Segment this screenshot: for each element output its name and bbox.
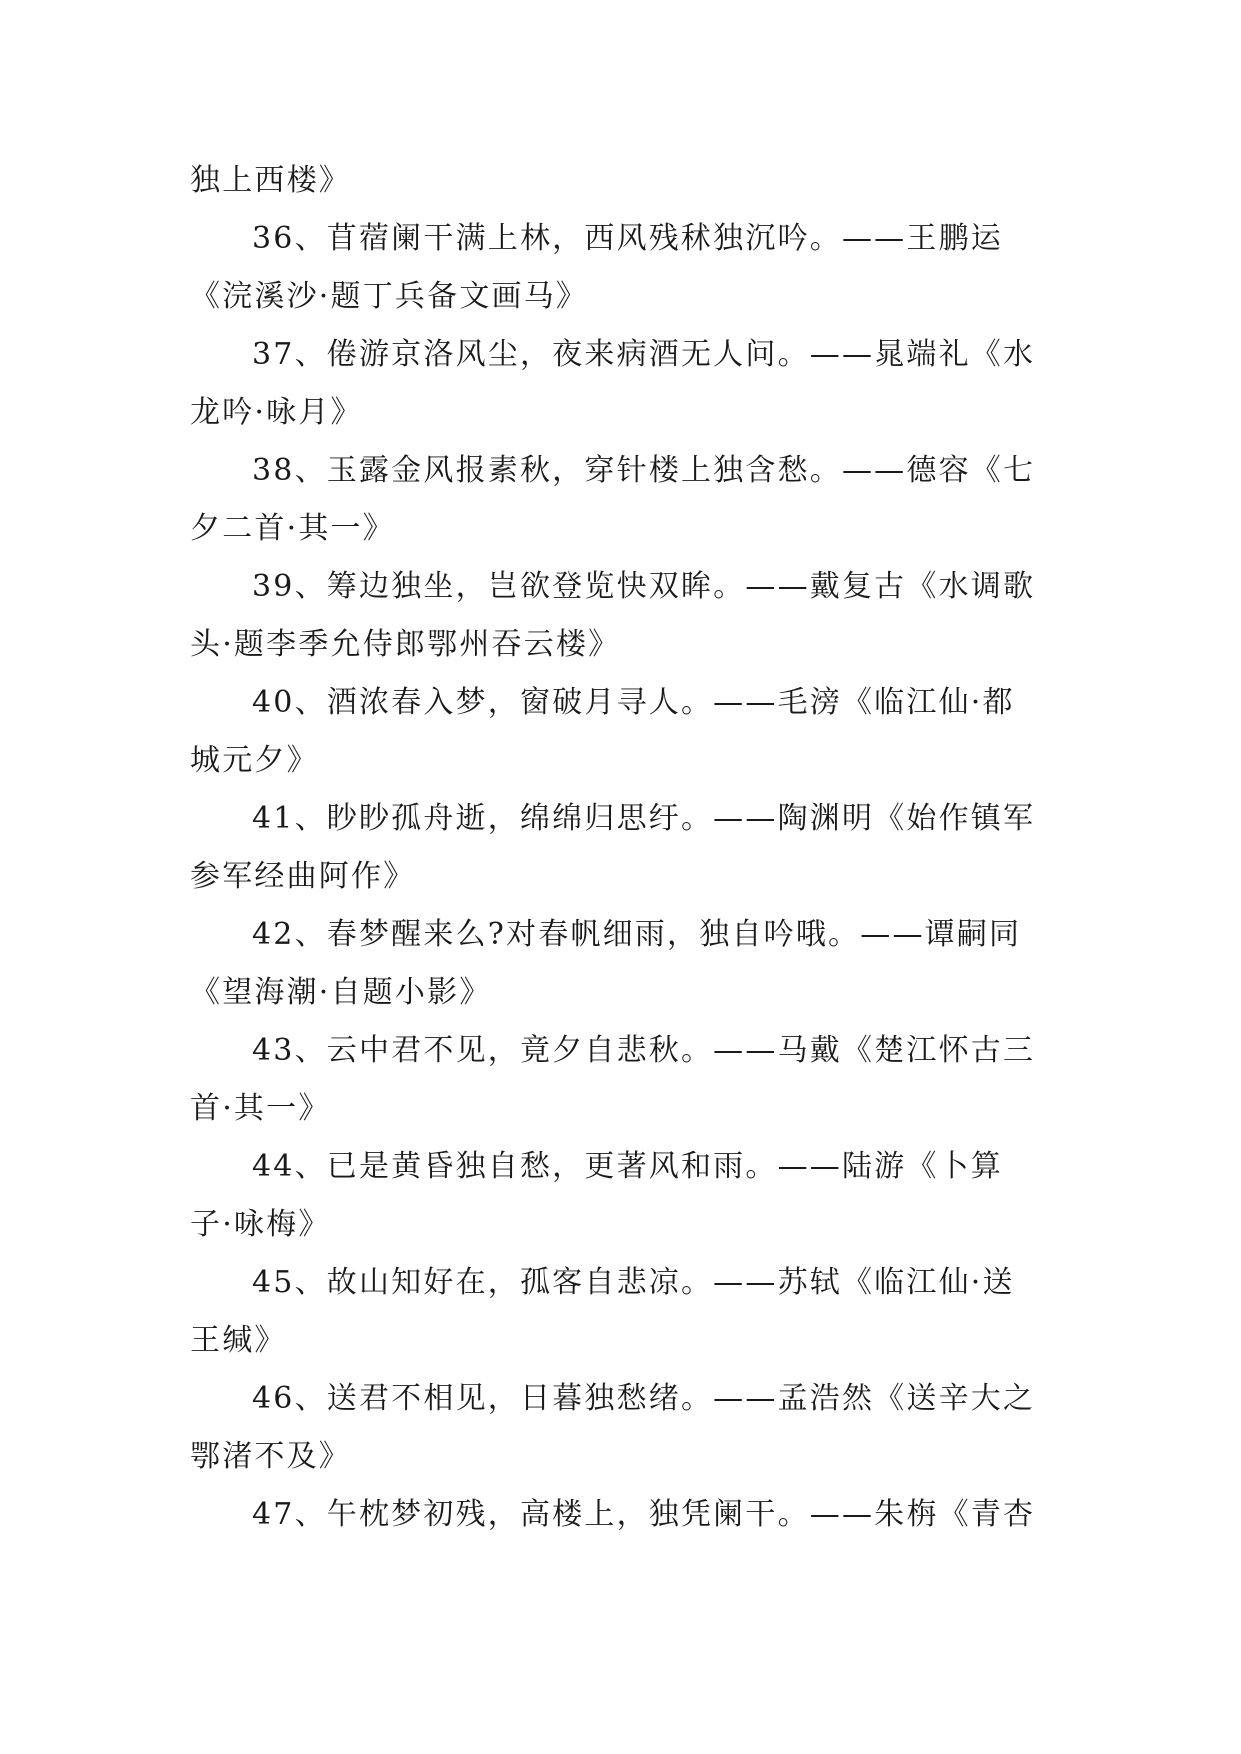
- text-line: 《浣溪沙·题丁兵备文画马》: [190, 279, 589, 314]
- text-line: 《望海潮·自题小影》: [190, 975, 492, 1010]
- text-line: 36、苜蓿阑干满上林，西风残秫独沉吟。——王鹏运: [252, 221, 1003, 256]
- text-line: 46、送君不相见，日暮独愁绪。——孟浩然《送辛大之: [252, 1381, 1036, 1416]
- text-line: 参军经曲阿作》: [190, 859, 416, 894]
- text-line: 城元夕》: [190, 743, 319, 778]
- text-line: 47、午枕梦初残，高楼上，独凭阑干。——朱栴《青杏: [252, 1497, 1036, 1532]
- text-line: 37、倦游京洛风尘，夜来病酒无人问。——晁端礼《水: [252, 337, 1036, 372]
- text-line: 王缄》: [190, 1323, 287, 1358]
- text-line: 38、玉露金风报素秋，穿针楼上独含愁。——德容《七: [252, 453, 1036, 488]
- text-line: 43、云中君不见，竟夕自悲秋。——马戴《楚江怀古三: [252, 1033, 1036, 1068]
- text-line: 40、酒浓春入梦，窗破月寻人。——毛滂《临江仙·都: [252, 685, 1015, 720]
- text-line: 41、眇眇孤舟逝，绵绵归思纡。——陶渊明《始作镇军: [252, 801, 1036, 836]
- text-line: 首·其一》: [190, 1091, 331, 1126]
- text-line: 39、筹边独坐，岂欲登览快双眸。——戴复古《水调歌: [252, 569, 1036, 604]
- text-line: 龙吟·咏月》: [190, 395, 363, 430]
- text-line: 45、故山知好在，孤客自悲凉。——苏轼《临江仙·送: [252, 1265, 1015, 1300]
- poem-quote-list: [190, 152, 1050, 1544]
- text-line: 鄂渚不及》: [190, 1439, 351, 1474]
- text-line: 独上西楼》: [190, 163, 351, 198]
- text-line: 子·咏梅》: [190, 1207, 331, 1242]
- text-line: 42、春梦醒来么?对春帆细雨，独自吟哦。——谭嗣同: [252, 917, 1022, 952]
- text-line: 夕二首·其一》: [190, 511, 395, 546]
- text-line: 头·题李季允侍郎鄂州吞云楼》: [190, 627, 621, 662]
- text-line: 44、已是黄昏独自愁，更著风和雨。——陆游《卜算: [252, 1149, 1003, 1184]
